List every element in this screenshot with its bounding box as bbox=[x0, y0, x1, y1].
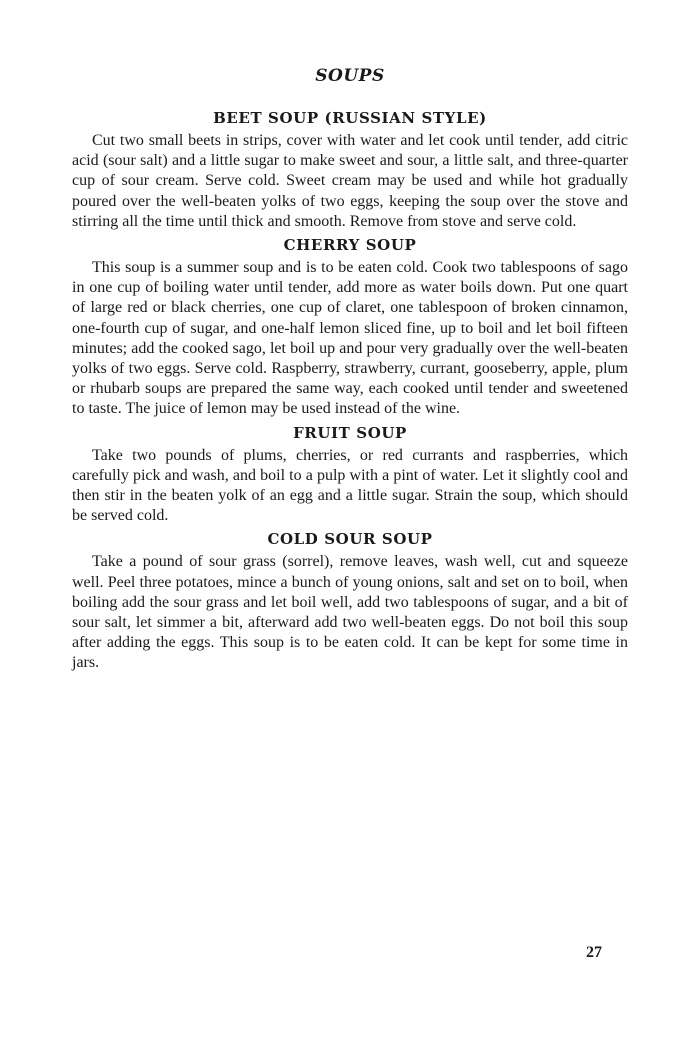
page-number: 27 bbox=[586, 944, 602, 961]
recipe-cherry-soup bbox=[72, 235, 628, 420]
recipe-text: Cut two small beets in strips, cover with water and let cook until tender, add citric acid (sour salt) and a little sugar to make sweet and sour, a little salt, and three-quarter cup of sour cream. Serve cold. Sweet cream may be used and while hot gradually poured over the well-beaten yolks of two eggs, keeping the soup over the stove and stirring all the time until thick and smooth. Remove from stove and serve cold. bbox=[72, 132, 628, 230]
section-title: BEET SOUP (RUSSIAN STYLE) bbox=[213, 109, 487, 127]
recipe-text: Take a pound of sour grass (sorrel), remove leaves, wash well, cut and squeeze well. Peel three potatoes, mince a bunch of young onions, salt and set on to boil, when boiling add the sour grass and let boil well, add two tablespoons of sugar, and a bit of sour salt, let simmer a bit, afterward add two well-beaten eggs. Do not boil this soup after adding the eggs. This soup is to be eaten cold. It can be kept for some time in jars. bbox=[72, 553, 628, 672]
recipe-fruit-soup bbox=[72, 423, 628, 527]
section-title: CHERRY SOUP bbox=[283, 236, 417, 255]
recipe-cold-sour-soup bbox=[72, 529, 628, 673]
section-title: COLD SOUR SOUP bbox=[267, 530, 433, 549]
recipe-text: Take two pounds of plums, cherries, or red currants and raspberries, which carefully pick and wash, and boil to a pulp with a pint of water. Let it slightly cool and then stir in the beaten yolk of an egg and a little sugar. Strain the soup, which should be served cold. bbox=[72, 446, 628, 525]
section-title: FRUIT SOUP bbox=[293, 423, 407, 442]
recipe-beet-soup bbox=[72, 108, 628, 232]
recipe-text: This soup is a summer soup and is to be eaten cold. Cook two tablespoons of sago in one cup of boiling water until tender, add more as water boils down. Put one quart of large red or black cherries, one cup of claret, one tablespoon of broken cinnamon, one-fourth cup of sugar, and one-half lemon sliced fine, up to boil and let boil fifteen minutes; add the cooked sago, let boil up and pour very gradually over the well-beaten yolks of two eggs. Serve cold. Raspberry, strawberry, currant, gooseberry, apple, plum or rhubarb soups are prepared the same way, each cooked until tender and sweetened to taste. The juice of lemon may be used instead of the wine. bbox=[72, 259, 628, 418]
page-content bbox=[72, 66, 628, 677]
running-head: SOUPS bbox=[315, 66, 385, 86]
